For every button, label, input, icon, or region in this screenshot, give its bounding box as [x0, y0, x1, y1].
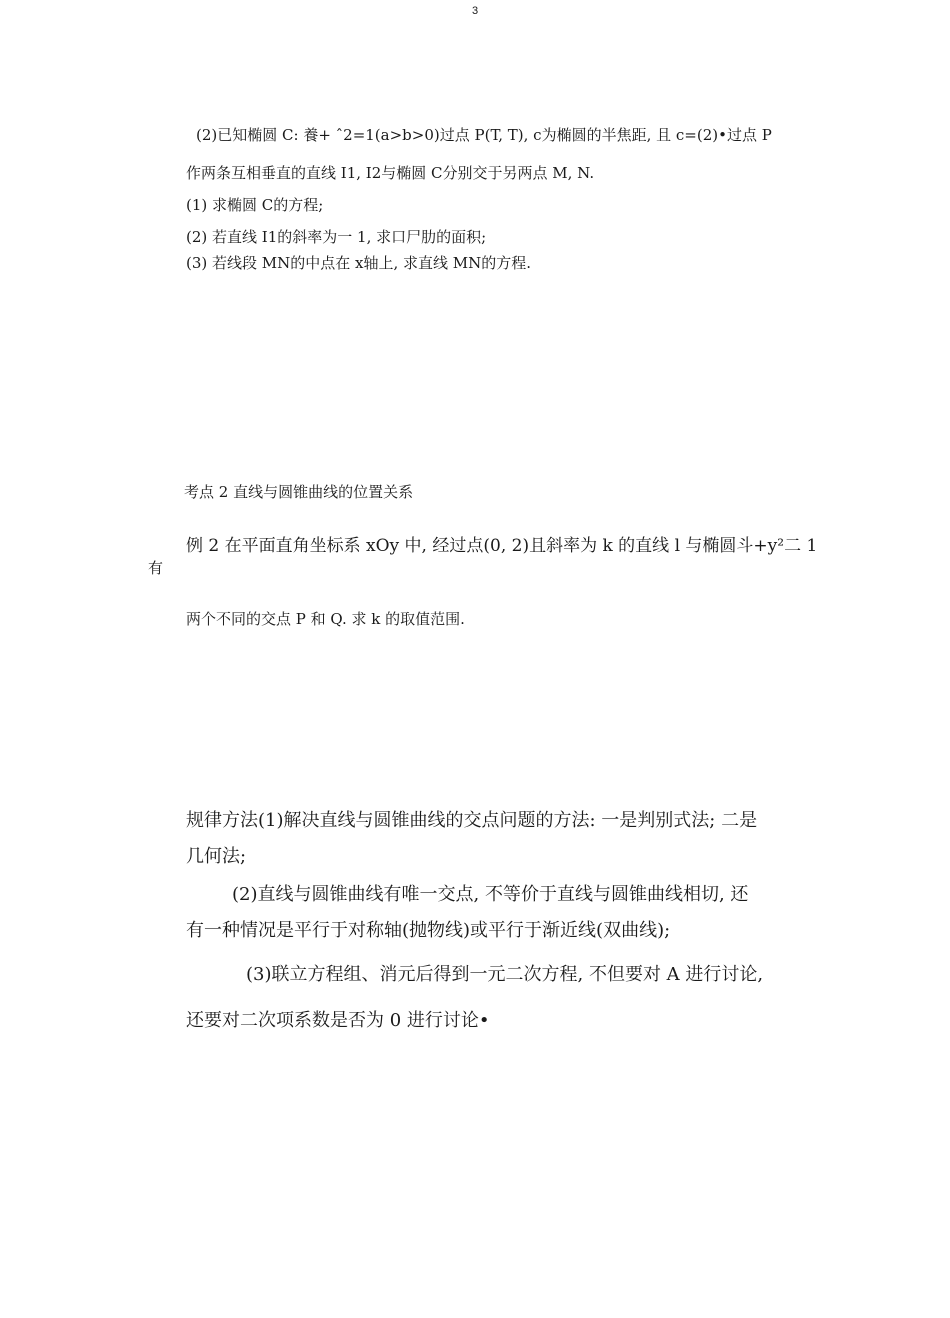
example-line-1: 例 2 在平面直角坐标系 xOy 中, 经过点(0, 2)且斜率为 k 的直线 l 与椭圆斗+y²二 1 — [186, 536, 818, 556]
subquestion-1: (1) 求椭圆 C的方程; — [186, 196, 324, 214]
subquestion-3: (3) 若线段 MN的中点在 x轴上, 求直线 MN的方程. — [186, 254, 532, 272]
section-heading: 考点 2 直线与圆锥曲线的位置关系 — [184, 483, 414, 501]
problem-statement-line-2: 作两条互相垂直的直线 I1, I2与椭圆 C分别交于另两点 M, N. — [186, 164, 595, 182]
method-line-6: 还要对二次项系数是否为 0 进行讨论• — [186, 1010, 490, 1031]
method-line-1: 规律方法(1)解决直线与圆锥曲线的交点问题的方法: 一是判别式法; 二是 — [186, 810, 758, 831]
method-line-5: (3)联立方程组、消元后得到一元二次方程, 不但要对 A 进行讨论, — [246, 964, 764, 985]
example-line-1-tail: 有 — [148, 559, 164, 577]
subquestion-2: (2) 若直线 I1的斜率为一 1, 求口尸肋的面积; — [186, 228, 487, 246]
method-line-3: (2)直线与圆锥曲线有唯一交点, 不等价于直线与圆锥曲线相切, 还 — [232, 884, 749, 905]
method-line-4: 有一种情况是平行于对称轴(抛物线)或平行于渐近线(双曲线); — [186, 920, 671, 941]
problem-statement-line-1: (2)已知椭圆 C: 養+ ˆ2=1(a>b>0)过点 P(T, T), c为椭圆的半焦距, 且 c=(2)•过点 P — [196, 126, 772, 144]
example-line-2: 两个不同的交点 P 和 Q. 求 k 的取值范围. — [186, 610, 465, 628]
page-number: 3 — [471, 5, 479, 17]
method-line-2: 几何法; — [186, 846, 247, 867]
